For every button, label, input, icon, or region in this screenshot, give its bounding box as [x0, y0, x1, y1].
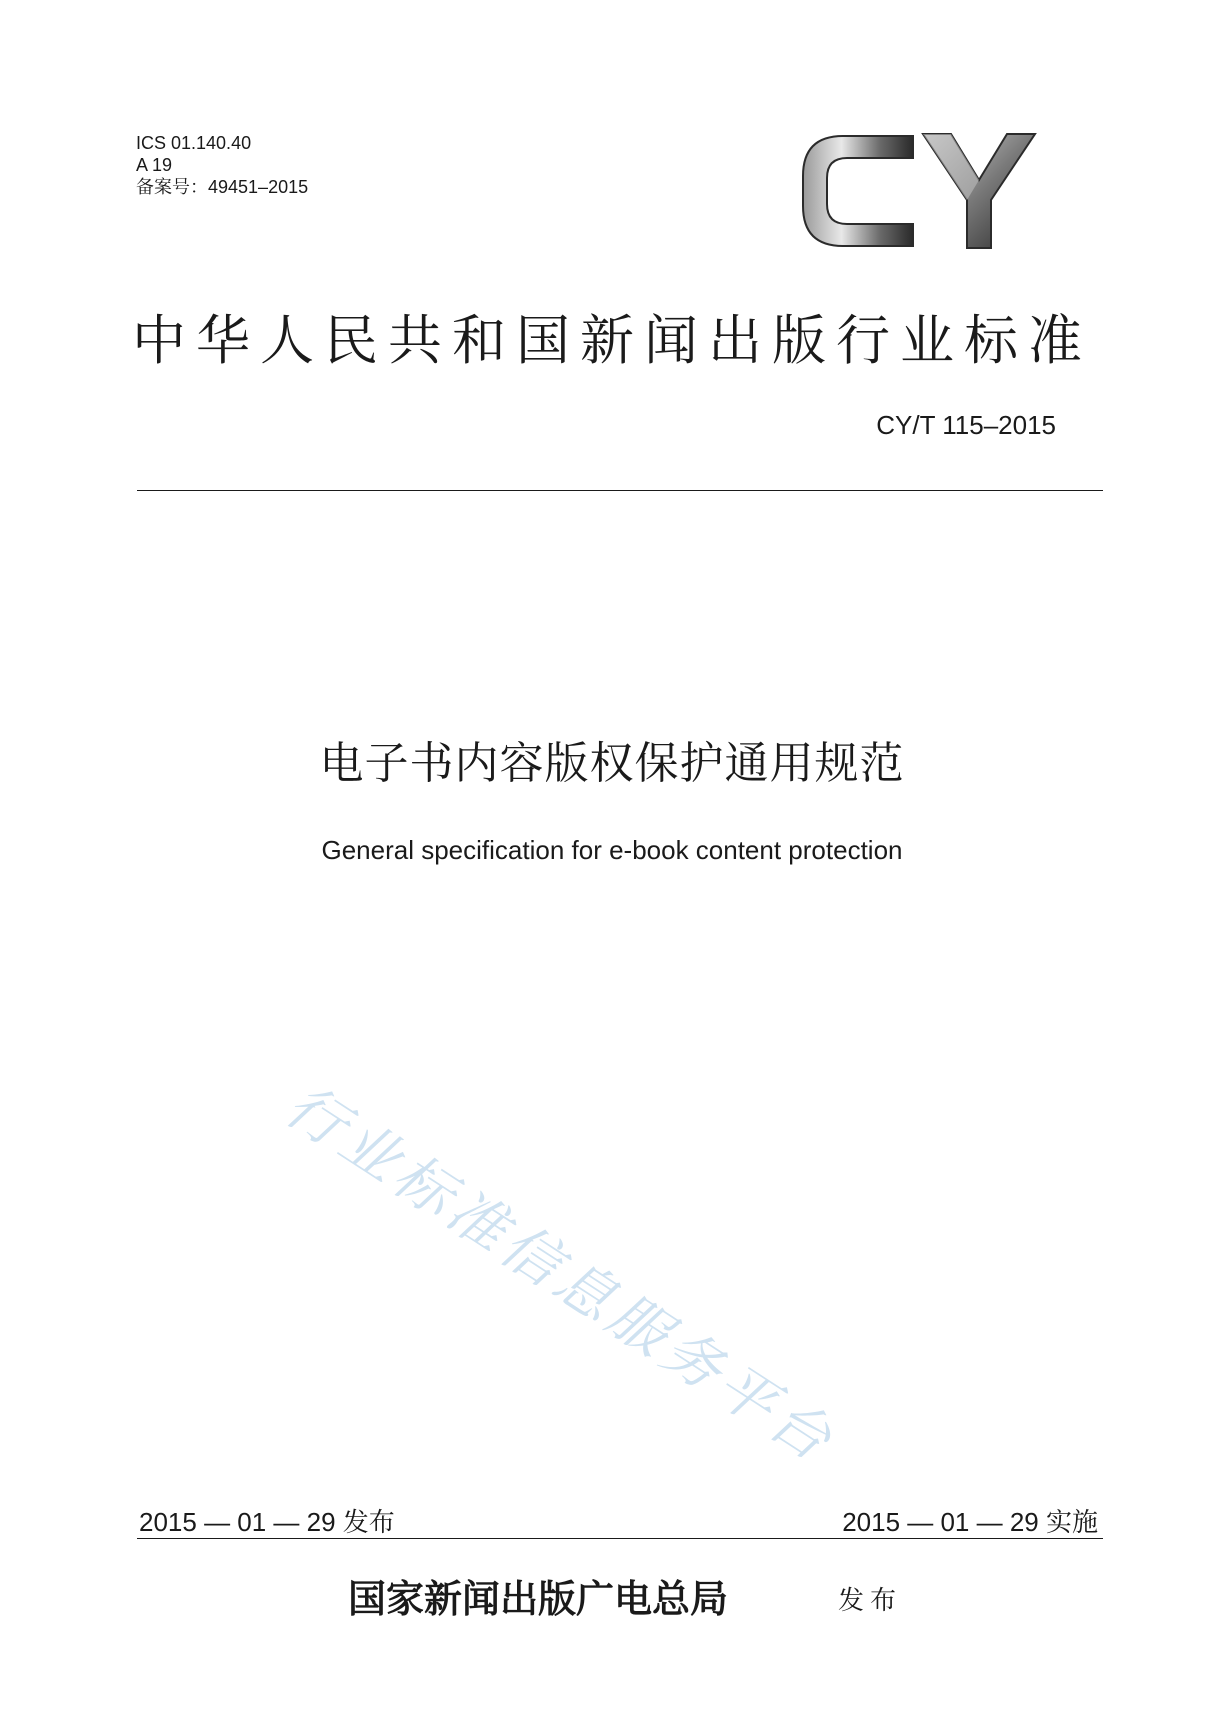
bottom-divider [137, 1538, 1103, 1539]
publisher-action: 发布 [838, 1586, 903, 1616]
watermark: 行业标准信息服务平台 [273, 1070, 848, 1477]
document-title-english: General specification for e-book content protection [321, 835, 903, 865]
issuing-authority-title: 中华人民共和国新闻出版行业标准 [132, 309, 1092, 372]
standard-number: CY/T 115–2015 [876, 410, 1056, 440]
ics-code: ICS 01.140.40 [136, 133, 252, 153]
document-title-chinese: 电子书内容版权保护通用规范 [319, 738, 905, 789]
document-metadata [136, 132, 308, 198]
ccs-code: A 19 [136, 155, 173, 175]
issue-date: 2015 — 01 — 29 发布 [139, 1507, 395, 1537]
top-divider [137, 490, 1103, 491]
filing-number: 备案号：49451–2015 [136, 177, 309, 197]
implementation-date: 2015 — 01 — 29 实施 [842, 1507, 1098, 1537]
publisher-name: 国家新闻出版广电总局 [348, 1576, 729, 1621]
cy-logo [795, 128, 1040, 253]
